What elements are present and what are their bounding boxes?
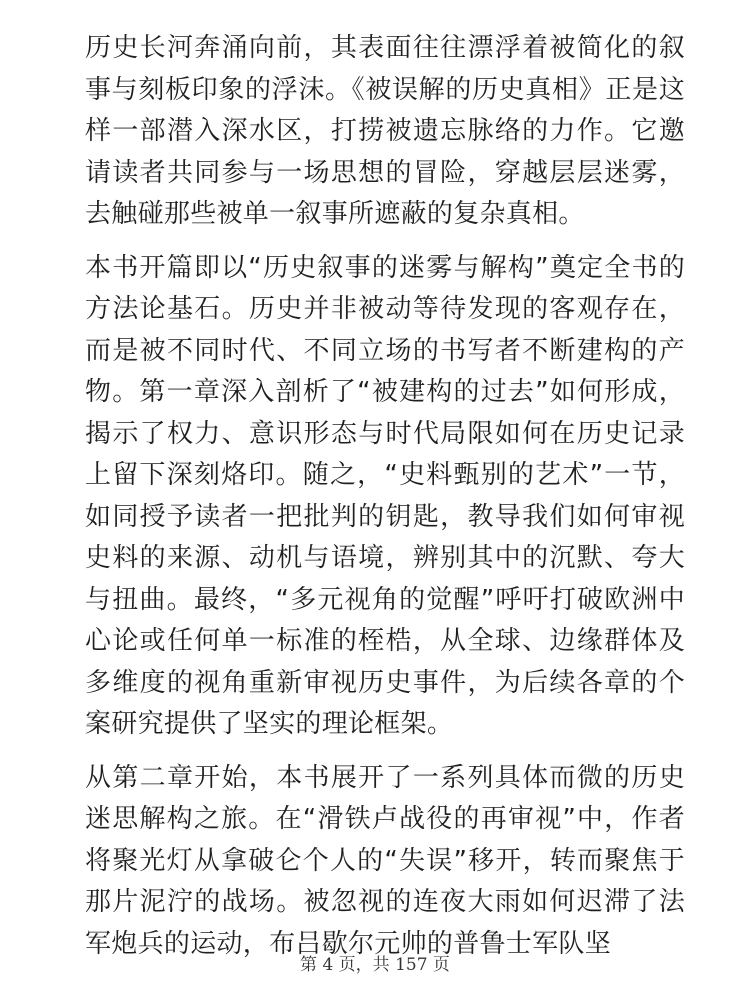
paragraph-case-studies: 从第二章开始，本书展开了一系列具体而微的历史迷思解构之旅。在“滑铁卢战役的再审视”中，作者将聚光灯从拿破仑个人的“失误”移开，转而聚焦于那片泥泞的战场。被忽视的连夜大雨如何迟滞了法军炮兵的运动，布吕歇尔元帅的普鲁士军队坚 xyxy=(85,762,685,959)
document-body xyxy=(85,28,685,977)
paragraph-methodology: 本书开篇即以“历史叙事的迷雾与解构”奠定全书的方法论基石。历史并非被动等待发现的客观存在，而是被不同时代、不同立场的书写者不断建构的产物。第一章深入剖析了“被建构的过去”如何形成，揭示了权力、意识形态与时代局限如何在历史记录上留下深刻烙印。随之，“史料甄别的艺术”一节，如同授予读者一把批判的钥匙，教导我们如何审视史料的来源、动机与语境，辨别其中的沉默、夸大与扭曲。最终，“多元视角的觉醒”呼吁打破欧洲中心论或任何单一标准的桎梏，从全球、边缘群体及多维度的视角重新审视历史事件，为后续各章的个案研究提供了坚实的理论框架。 xyxy=(85,252,685,739)
paragraph-intro: 历史长河奔涌向前，其表面往往漂浮着被简化的叙事与刻板印象的浮沫。《被误解的历史真相》正是这样一部潜入深水区，打捞被遗忘脉络的力作。它邀请读者共同参与一场思想的冒险，穿越层层迷雾，去触碰那些被单一叙事所遮蔽的复杂真相。 xyxy=(85,33,685,229)
page-number-footer: 第 4 页，共 157 页 xyxy=(300,955,450,975)
